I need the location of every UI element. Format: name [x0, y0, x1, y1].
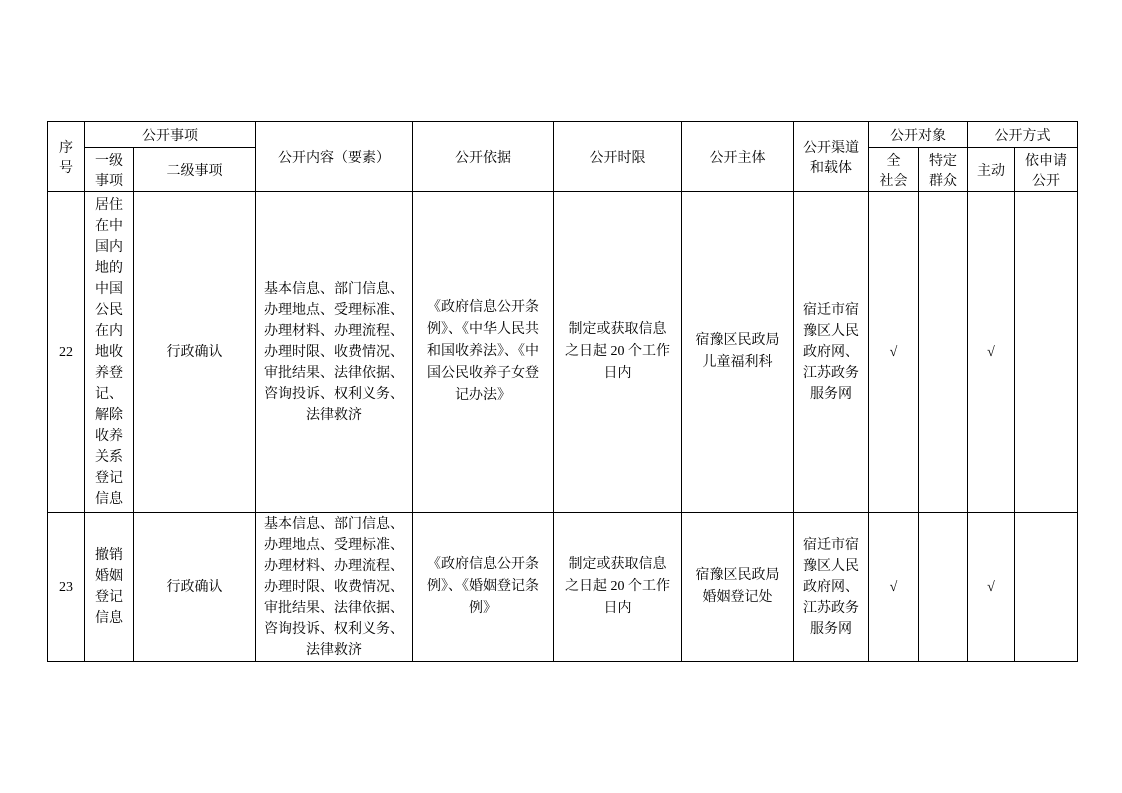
channel-cell: [794, 513, 869, 662]
time-limit-line: 日内: [603, 601, 632, 616]
header-row-top: [48, 122, 1078, 148]
header-level1-line: 一级: [95, 151, 123, 168]
content-elements-line: 法律救济: [306, 407, 362, 423]
content-elements-line: 办理时限、收费情况、: [264, 344, 404, 360]
method-active-check-mark: √: [968, 513, 1015, 662]
time-limit-line: 制定或获取信息: [568, 322, 667, 337]
header-content: 公开内容（要素）: [256, 122, 413, 192]
legal-basis-line: 例》、《婚姻登记条: [427, 579, 539, 594]
content-elements-line: 法律救济: [306, 642, 362, 658]
legal-basis-cell: [413, 192, 554, 513]
header-channel-line: 和载体: [810, 158, 852, 175]
channel-line: 政府网、: [803, 579, 859, 595]
subject-line: 婚姻登记处: [702, 590, 773, 605]
header-method-request: [1015, 148, 1078, 192]
content-elements-cell: [256, 513, 413, 662]
header-audience-all-line: 社会: [879, 171, 908, 188]
header-seq-line: 号: [59, 158, 73, 175]
content-elements-line: 基本信息、部门信息、: [264, 281, 404, 297]
header-level1: [85, 148, 134, 192]
header-time-limit: 公开时限: [554, 122, 682, 192]
channel-line: 政府网、: [803, 344, 859, 360]
seq-cell: 22: [48, 192, 85, 513]
method-request-cell: [1015, 192, 1078, 513]
channel-line: 宿迁市宿: [803, 537, 859, 553]
header-method-active: 主动: [968, 148, 1015, 192]
header-seq: [48, 122, 85, 192]
level1-item-line: 中国: [95, 281, 123, 297]
header-subject: 公开主体: [682, 122, 794, 192]
level1-item-line: 在内: [95, 323, 123, 339]
audience-specific-cell: [919, 513, 968, 662]
content-elements-line: 基本信息、部门信息、: [264, 516, 404, 532]
legal-basis-line: 《政府信息公开条: [427, 557, 539, 572]
content-elements-line: 办理材料、办理流程、: [264, 323, 404, 339]
header-level1-line: 事项: [95, 171, 123, 188]
channel-line: 江苏政务: [803, 365, 859, 381]
level1-item-line: 地收: [95, 344, 123, 360]
table-body: [48, 192, 1078, 662]
header-items-group: 公开事项: [85, 122, 256, 148]
time-limit-line: 制定或获取信息: [568, 557, 667, 572]
header-method-request-line: 公开: [1032, 171, 1060, 188]
legal-basis-line: 例》: [469, 601, 497, 616]
level1-item-line: 地的: [95, 260, 123, 276]
channel-cell: [794, 192, 869, 513]
channel-line: 宿迁市宿: [803, 302, 859, 318]
level1-item-cell: [85, 192, 134, 513]
level1-item-line: 信息: [95, 611, 123, 626]
time-limit-line: 之日起 20 个工作: [565, 344, 670, 359]
channel-line: 江苏政务: [803, 600, 859, 616]
method-request-cell: [1015, 513, 1078, 662]
header-audience-specific-line: 特定: [929, 151, 957, 168]
header-audience-group: 公开对象: [869, 122, 968, 148]
audience-all-check-mark: √: [869, 513, 919, 662]
header-audience-specific: [919, 148, 968, 192]
level2-item-cell: 行政确认: [134, 513, 256, 662]
level1-item-line: 记、: [95, 386, 123, 402]
content-elements-line: 审批结果、法律依据、: [264, 365, 404, 381]
header-channel: [794, 122, 869, 192]
channel-line: 服务网: [810, 621, 852, 637]
table-header: [48, 122, 1078, 192]
level1-item-line: 居住: [95, 197, 123, 213]
level1-item-cell: [85, 513, 134, 662]
content-elements-line: 咨询投诉、权利义务、: [264, 621, 404, 637]
header-method-group: 公开方式: [968, 122, 1078, 148]
level1-item-line: 收养: [95, 428, 123, 444]
header-level2: 二级事项: [134, 148, 256, 192]
content-elements-line: 办理时限、收费情况、: [264, 579, 404, 595]
channel-line: 服务网: [810, 386, 852, 402]
seq-cell: 23: [48, 513, 85, 662]
level1-item-line: 公民: [95, 302, 123, 318]
legal-basis-line: 记办法》: [455, 388, 511, 403]
level1-item-line: 关系: [95, 449, 123, 465]
time-limit-cell: [554, 513, 682, 662]
subject-line: 宿豫区民政局: [695, 333, 780, 348]
subject-cell: [682, 513, 794, 662]
disclosure-table: [47, 121, 1078, 662]
level1-item-line: 国内: [95, 239, 123, 255]
table-row: [48, 513, 1078, 662]
legal-basis-line: 和国收养法》、《中: [427, 344, 539, 359]
header-method-request-line: 依申请: [1025, 151, 1067, 168]
content-elements-line: 审批结果、法律依据、: [264, 600, 404, 616]
level1-item-line: 养登: [95, 365, 123, 381]
legal-basis-line: 国公民收养子女登: [427, 366, 539, 381]
header-basis: 公开依据: [413, 122, 554, 192]
time-limit-line: 日内: [603, 366, 632, 381]
time-limit-cell: [554, 192, 682, 513]
channel-line: 豫区人民: [803, 558, 859, 574]
header-audience-all: [869, 148, 919, 192]
method-active-check-mark: √: [968, 192, 1015, 513]
level1-item-line: 解除: [95, 407, 123, 423]
content-elements-line: 办理地点、受理标准、: [264, 537, 404, 553]
channel-line: 豫区人民: [803, 323, 859, 339]
time-limit-line: 之日起 20 个工作: [565, 579, 670, 594]
legal-basis-line: 例》、《中华人民共: [427, 322, 539, 337]
subject-line: 儿童福利科: [702, 355, 773, 370]
header-seq-line: 序: [59, 138, 73, 155]
content-elements-cell: [256, 192, 413, 513]
level2-item-cell: 行政确认: [134, 192, 256, 513]
legal-basis-line: 《政府信息公开条: [427, 300, 539, 315]
level1-item-line: 信息: [95, 491, 123, 507]
level1-item-line: 登记: [95, 590, 123, 605]
table-row: [48, 192, 1078, 513]
subject-cell: [682, 192, 794, 513]
header-audience-specific-line: 群众: [929, 171, 957, 188]
level1-item-line: 撤销: [95, 548, 123, 563]
subject-line: 宿豫区民政局: [695, 568, 780, 583]
level1-item-line: 在中: [95, 218, 123, 234]
level1-item-line: 婚姻: [95, 569, 123, 584]
legal-basis-cell: [413, 513, 554, 662]
audience-specific-cell: [919, 192, 968, 513]
header-channel-line: 公开渠道: [803, 138, 859, 155]
header-audience-all-line: 全: [886, 151, 901, 168]
content-elements-line: 办理地点、受理标准、: [264, 302, 404, 318]
audience-all-check-mark: √: [869, 192, 919, 513]
content-elements-line: 咨询投诉、权利义务、: [264, 386, 404, 402]
level1-item-line: 登记: [95, 470, 123, 486]
content-elements-line: 办理材料、办理流程、: [264, 558, 404, 574]
